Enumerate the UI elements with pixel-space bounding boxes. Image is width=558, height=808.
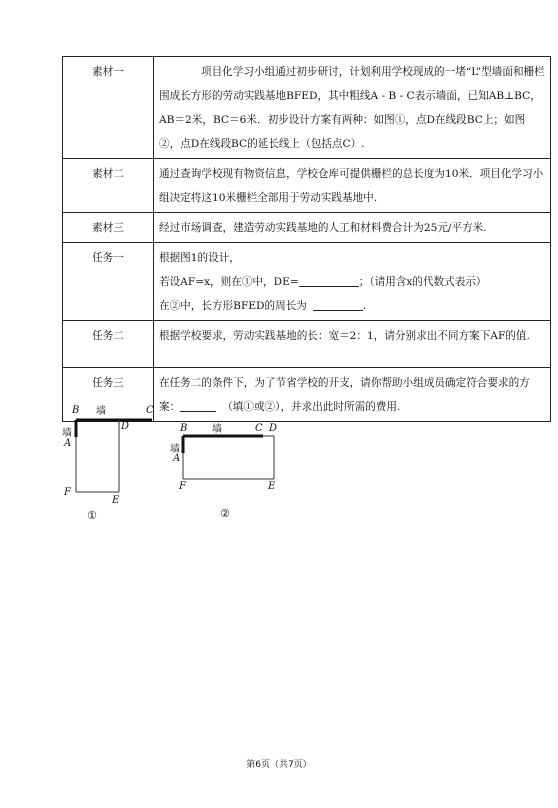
wall-label-side: 墙 <box>62 428 72 439</box>
point-e-label: E <box>268 481 276 492</box>
answer-blank <box>180 398 216 412</box>
answer-blank <box>313 297 363 311</box>
task-1-line-2: 若设AF=x，则在①中，DE= ；（请用含x的代数式表示） <box>159 270 545 294</box>
row-content <box>154 243 551 321</box>
point-e-label: E <box>112 495 120 506</box>
wall-label-side: 墙 <box>170 444 180 455</box>
point-d-label: D <box>269 423 278 434</box>
row-content <box>154 57 551 159</box>
row-label: 素材二 <box>63 159 154 213</box>
point-f-label: F <box>64 487 71 498</box>
row-label: 任务二 <box>63 321 154 368</box>
point-a-label: A <box>173 453 181 464</box>
task-1-line-1: 根据图1的设计， <box>159 252 240 264</box>
material-3-text: 经过市场调查，建造劳动实践基地的人工和材料费合计为25元/平方米. <box>154 213 551 243</box>
table-row <box>63 321 551 368</box>
task-table <box>62 56 551 422</box>
table-row <box>63 213 551 243</box>
answer-blank <box>299 273 359 287</box>
wall-label: 墙 <box>212 424 222 435</box>
table-row <box>63 159 551 213</box>
wall-label: 墙 <box>96 406 106 417</box>
row-label: 任务一 <box>63 243 154 321</box>
table-row <box>63 368 551 422</box>
row-label: 任务三 <box>63 368 154 422</box>
point-c-label: C <box>146 405 154 416</box>
page-footer: 第6页（共7页） <box>246 760 312 770</box>
point-b-label: B <box>180 423 188 434</box>
task-1-line-3: 在②中，长方形BFED的周长为 . <box>159 294 545 318</box>
task-2-text: 根据学校要求，劳动实践基地的长：宽＝2：1，请分别求出不同方案下AF的值. <box>154 321 551 368</box>
point-f-label: F <box>179 481 186 492</box>
table-row <box>63 243 551 321</box>
figure-1-caption: ① <box>87 509 97 522</box>
point-c-label: C <box>255 423 263 434</box>
table-row <box>63 57 551 159</box>
row-label: 素材三 <box>63 213 154 243</box>
figure-2-caption: ② <box>220 507 230 520</box>
material-1-text: 项目化学习小组通过初步研讨，计划利用学校现成的一堵“L”型墙面和栅栏围成长方形的劳动实践基地BFED，其中粗线A - B - C表示墙面，已知AB⊥BC，AB＝2米，BC＝6米．初步设计方案有两种：如图①，点D在线段BC上；如图②，点D在线段BC的延长线上（包括点C）. <box>159 66 545 150</box>
point-a-label: A <box>64 438 72 449</box>
row-label: 素材一 <box>63 57 154 159</box>
point-d-label: D <box>121 421 130 432</box>
row-content: 在任务二的条件下，为了节省学校的开支，请你帮助小组成员确定符合要求的方案： （填①或②），并求出此时所需的费用. <box>154 368 551 422</box>
point-b-label: B <box>72 405 80 416</box>
material-2-text: 通过查询学校现有物资信息，学校仓库可提供栅栏的总长度为10米．项目化学习小组决定将这10米栅栏全部用于劳动实践基地中. <box>154 159 551 213</box>
